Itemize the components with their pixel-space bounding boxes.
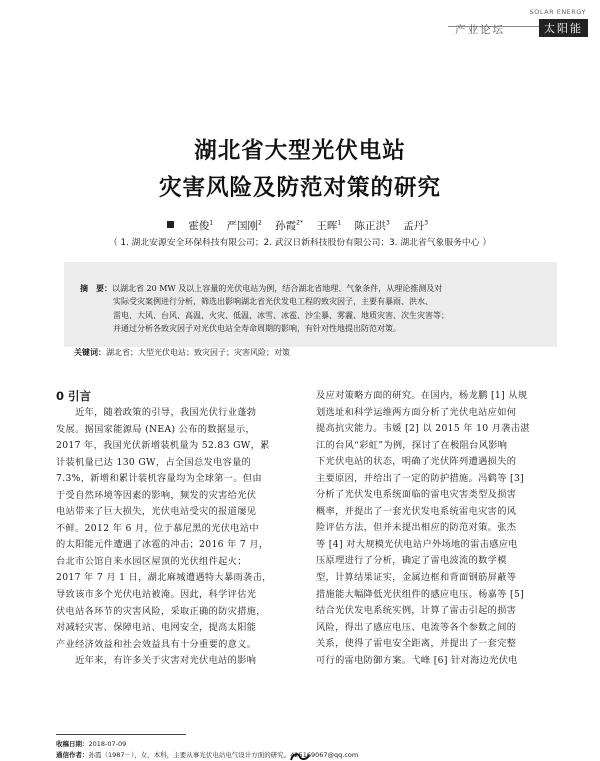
text-line: 产业经济效益和社会效益具有十分重要的意义。: [56, 638, 257, 650]
text-line: 分析了光伏发电系统面临的雷电灾害类型及损害: [316, 489, 517, 501]
text-line: 伏电站各环节的灾害风险，采取正确的防灾措施，: [56, 605, 266, 617]
author-bullet-icon: [167, 221, 174, 228]
text-line: 7.3%，新增和累计装机容量均为全球第一。但由: [56, 473, 262, 485]
journal-english-name: SOLAR ENERGY: [529, 8, 586, 16]
footnote-received: 收稿日期：2018-07-09: [56, 740, 127, 748]
author: 孙霞$^{2*}$: [275, 219, 303, 232]
text-line: 于受自然环境等因素的影响，频发的灾害给光伏: [56, 489, 257, 501]
text-line: 的太阳能元件遭遇了冰雹的冲击；2016 年 7 月，: [56, 539, 269, 551]
text-line: 2017 年，我国光伏新增装机量为 52.83 GW，累: [56, 440, 270, 452]
text-line: 提高抗灾能力。韦媛 [2] 以 2015 年 10 月袭击湛: [316, 423, 530, 435]
text-line: 电站带来了巨大损失，光伏电站受灾的报道屡见: [56, 506, 257, 518]
text-line: 可行的雷电防御方案。弋峰 [6] 针对海边光伏电: [316, 654, 518, 666]
text-line: 措施能大幅降低光伏组件的感应电压。杨嘉等 [5]: [316, 588, 525, 600]
column-category: 产业论坛: [455, 24, 505, 36]
author: 陈正洪$^3$: [354, 219, 390, 232]
text-line: 计装机量已达 130 GW，占全国总发电容量的: [56, 456, 252, 468]
text-line: 导致该市多个光伏电站被淹。因此，科学评估光: [56, 589, 257, 601]
text-line: 风险，得出了感应电压、电流等各个参数之间的: [316, 621, 517, 633]
body-column-right: [316, 388, 570, 669]
paper-title-line1: 湖北省大型光伏电站: [194, 138, 406, 164]
page-ornament-icon: [289, 752, 311, 761]
journal-badge: 太阳能: [539, 19, 588, 37]
footnote-rule: [56, 734, 186, 735]
footnote-author: 通信作者：孙霞（1987－），女，本科，主要从事光伏电站电气设计方面的研究。425169067@qq.com: [56, 751, 359, 759]
text-line: 台北市公馆自来水园区屋顶的光伏组件起火；: [56, 555, 247, 567]
body-column-left: [56, 405, 308, 670]
text-line: 近年来，有许多关于灾害对光伏电站的影响: [56, 655, 257, 667]
affiliations: （ 1. 湖北安源安全环保科技有限公司；2. 武汉日新科技股份有限公司；3. 湖北省气象服务中心 ）: [108, 238, 492, 248]
author: 孟丹$^3$: [403, 219, 429, 232]
author: 霍俊$^1$: [188, 219, 214, 232]
keywords: 关键词：湖北省；大型光伏电站；致灾因子；灾害风险；对策: [74, 348, 290, 357]
text-line: 发展。据国家能源局 (NEA) 公布的数据显示，: [56, 423, 255, 435]
section-heading: 0 引言: [56, 389, 92, 403]
abstract-label: 摘 要：: [80, 284, 112, 293]
text-line: 险评估方法，但并未提出相应的防范对策。张杰: [316, 522, 517, 534]
author-list: [0, 218, 600, 233]
text-line: 2017 年 7 月 1 日，湖北麻城遭遇特大暴雨袭击，: [56, 572, 272, 584]
text-line: 对减轻灾害、保障电站、电网安全，提高太阳能: [56, 622, 257, 634]
text-line: 下光伏电站的状态，明确了光伏阵列遭遇损失的: [316, 456, 517, 468]
text-line: 概率，并提出了一套光伏发电系统雷电灾害的风: [316, 505, 517, 517]
text-line: 江的台风“彩虹”为例，探讨了在极阻台风影响: [316, 439, 508, 451]
abstract: 摘 要：以湖北省 20 MW 及以上容量的光伏电站为例，结合湖北省地理、气象条件，从理论推测及对 实际受灾案例进行分析，筛选出影响湖北省光伏发电工程的致灾因子，主要有暴雨、洪水、 雷电、大风、台风、高温、火灾、低温、冰雪、冰雹、沙尘暴、雾霾、地质灾害、次生灾害等； 并通过分析各致灾因子对光伏电站全寿命周期的影响，有针对性地提出防范对策。: [80, 284, 449, 333]
text-line: 型，计算结果证实，金属边框和背面钢筋屏蔽等: [316, 572, 517, 584]
author: 王晖$^1$: [316, 219, 342, 232]
paper-title-line2: 灾害风险及防范对策的研究: [158, 175, 441, 201]
text-line: 划选址和科学运维两方面分析了光伏电站应如何: [316, 406, 517, 418]
keywords-label: 关键词：: [74, 348, 106, 357]
text-line: 及应对策略方面的研究。在国内，杨龙鹏 [1] 从规: [316, 390, 528, 401]
text-line: 关系，使得了雷电安全距离，并提出了一套完整: [316, 638, 517, 650]
text-line: 近年，随着政策的引导，我国光伏行业蓬勃: [56, 407, 257, 418]
author: 严国刚$^2$: [226, 219, 262, 232]
text-line: 压原理进行了分析，确定了雷电波流的数学模: [316, 555, 507, 567]
text-line: 等 [4] 对大规模光伏电站户外场地的雷击感应电: [316, 538, 518, 550]
text-line: 主要原因，并给出了一定的防护措施。冯鹤等 [3]: [316, 472, 525, 484]
text-line: 不鲜。2012 年 6 月，位于慕尼黑的光伏电站中: [56, 522, 259, 534]
text-line: 结合光伏发电系统实例，计算了雷击引起的损害: [316, 605, 517, 617]
